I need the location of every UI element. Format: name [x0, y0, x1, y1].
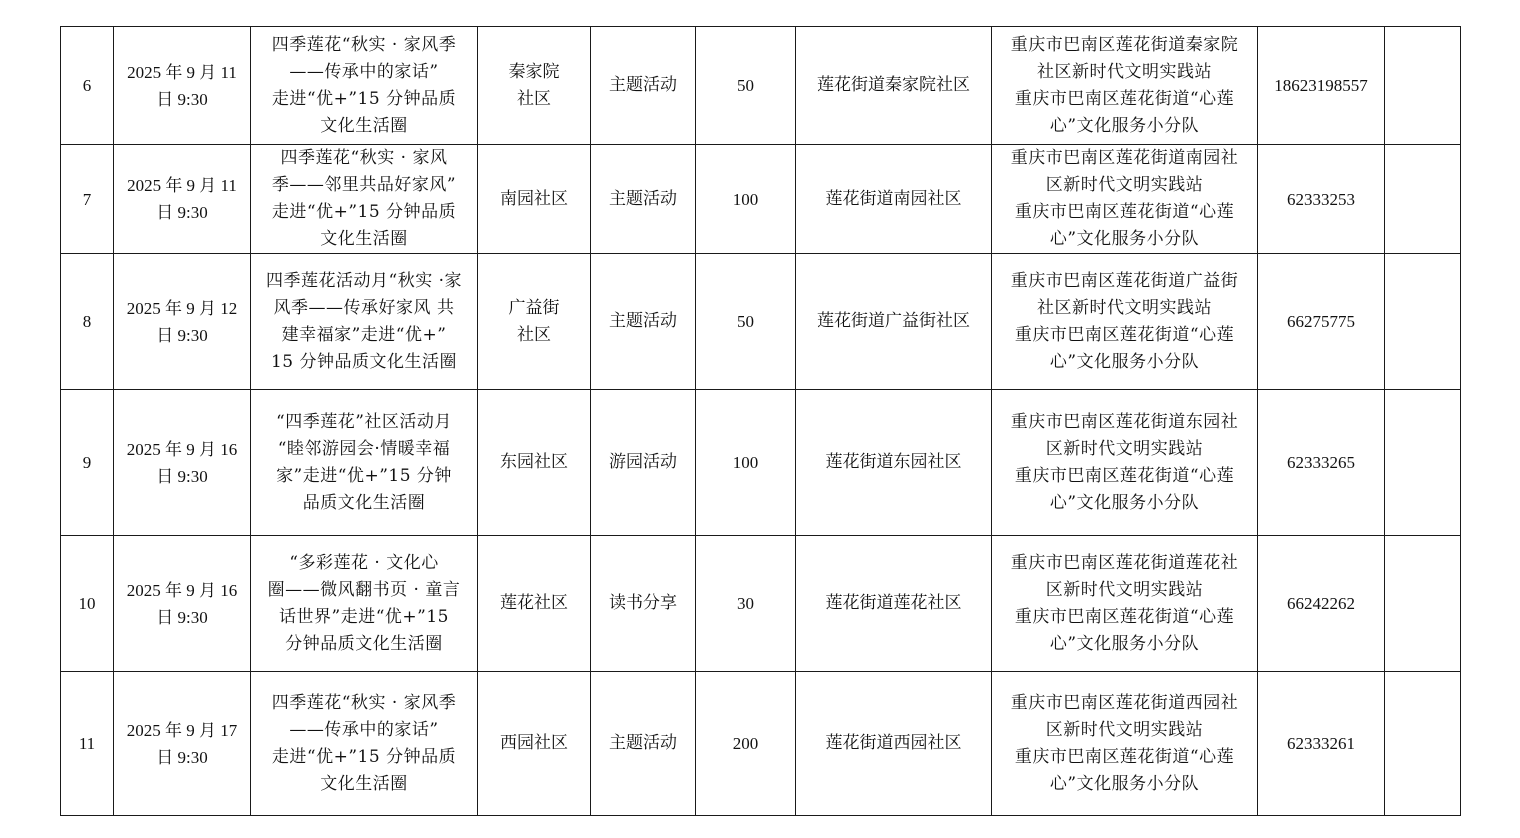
table-row: [61, 672, 1461, 816]
host-community-line: 社区: [517, 88, 551, 109]
activity-location: 莲花街道莲花社区: [796, 536, 992, 672]
note-cell: [1385, 254, 1461, 390]
row-number: 11: [61, 672, 114, 816]
activity-time-line: 日 9:30: [156, 325, 208, 345]
contact-phone: 62333253: [1258, 145, 1385, 254]
activity-time-line: 2025 年 9 月 11: [127, 62, 237, 82]
note-cell: [1385, 672, 1461, 816]
activity-title-line: 分钟品质文化生活圈: [285, 633, 443, 654]
activity-time: [114, 27, 251, 145]
activity-title-line: 15 分钟品质文化生活圈: [270, 351, 458, 372]
table-row: [61, 254, 1461, 390]
note-cell: [1385, 145, 1461, 254]
organizer-line: 区新时代文明实践站: [1045, 175, 1204, 195]
activity-title-line: 文化生活圈: [320, 773, 408, 794]
activity-title-line: ——传承中的家话”: [289, 719, 439, 740]
activity-title-line: “睦邻游园会·情暖幸福: [277, 438, 451, 459]
table-row: [61, 536, 1461, 672]
note-cell: [1385, 27, 1461, 145]
contact-phone: 66242262: [1258, 536, 1385, 672]
activity-time-line: 2025 年 9 月 16: [126, 439, 238, 459]
activity-time-line: 2025 年 9 月 12: [126, 298, 238, 318]
organizer-line: 重庆市巴南区莲花街道广益街: [1010, 270, 1239, 291]
organizer: [992, 27, 1258, 145]
activity-title-line: 走进“优+”15 分钟品质: [271, 88, 457, 109]
activity-time: [114, 390, 251, 536]
host-community: [478, 254, 591, 390]
organizer-line: 心”文化服务小分队: [1049, 351, 1200, 372]
contact-phone: 62333265: [1258, 390, 1385, 536]
activity-type: 主题活动: [591, 254, 696, 390]
activity-title: [251, 672, 478, 816]
activity-title-line: 四季莲花“秋实 · 家风季: [271, 34, 457, 55]
activity-time-line: 2025 年 9 月 16: [126, 580, 238, 600]
activity-title-line: 建幸福家”走进“优+”: [281, 324, 447, 345]
activity-location: 莲花街道西园社区: [796, 672, 992, 816]
organizer-line: 重庆市巴南区莲花街道“心莲: [1014, 88, 1235, 109]
organizer-line: 重庆市巴南区莲花街道“心莲: [1014, 746, 1235, 767]
organizer: [992, 390, 1258, 536]
participant-count: 100: [696, 390, 796, 536]
activity-time: [114, 254, 251, 390]
host-community-line: 广益街: [508, 297, 560, 318]
activity-title-line: 文化生活圈: [320, 115, 408, 136]
row-number: 10: [61, 536, 114, 672]
activity-time-line: 日 9:30: [156, 466, 208, 486]
activity-title-line: 圈——微风翻书页 · 童言: [267, 579, 461, 600]
schedule-rows: [61, 27, 1461, 816]
organizer-line: 重庆市巴南区莲花街道南园社: [1010, 148, 1239, 168]
activity-title-line: 家”走进“优+”15 分钟: [276, 465, 452, 486]
activity-title-line: 走进“优+”15 分钟品质: [271, 202, 457, 222]
activity-title-line: 四季莲花“秋实 · 家风季: [271, 692, 457, 713]
organizer: [992, 672, 1258, 816]
organizer: [992, 254, 1258, 390]
organizer-line: 重庆市巴南区莲花街道西园社: [1010, 692, 1239, 713]
organizer-line: 重庆市巴南区莲花街道东园社: [1010, 411, 1239, 432]
activity-schedule-table: [60, 26, 1461, 816]
organizer-line: 心”文化服务小分队: [1049, 115, 1200, 136]
activity-title-line: 品质文化生活圈: [302, 492, 426, 513]
activity-title: [251, 254, 478, 390]
participant-count: 50: [696, 27, 796, 145]
organizer-line: 重庆市巴南区莲花街道莲花社: [1010, 552, 1239, 573]
host-community: [478, 390, 591, 536]
activity-title-line: ——传承中的家话”: [289, 61, 439, 82]
participant-count: 50: [696, 254, 796, 390]
activity-schedule-sheet: [60, 26, 1460, 816]
activity-title-line: 季——邻里共品好家风”: [271, 175, 457, 195]
note-cell: [1385, 390, 1461, 536]
row-number: 6: [61, 27, 114, 145]
activity-time: [114, 672, 251, 816]
organizer-line: 心”文化服务小分队: [1049, 492, 1200, 513]
host-community-line: 南园社区: [500, 188, 568, 209]
organizer-line: 重庆市巴南区莲花街道秦家院: [1010, 34, 1239, 55]
activity-title: [251, 145, 478, 254]
organizer-line: 重庆市巴南区莲花街道“心莲: [1014, 606, 1235, 627]
contact-phone: 66275775: [1258, 254, 1385, 390]
activity-title: [251, 390, 478, 536]
host-community: [478, 672, 591, 816]
activity-location: 莲花街道南园社区: [796, 145, 992, 254]
activity-title-line: 走进“优+”15 分钟品质: [271, 746, 457, 767]
table-row: [61, 390, 1461, 536]
activity-title: [251, 536, 478, 672]
activity-title-line: 四季莲花“秋实 · 家风: [280, 148, 448, 168]
activity-type: 主题活动: [591, 27, 696, 145]
activity-location: 莲花街道广益街社区: [796, 254, 992, 390]
participant-count: 100: [696, 145, 796, 254]
note-cell: [1385, 536, 1461, 672]
organizer-line: 心”文化服务小分队: [1049, 773, 1200, 794]
activity-location: 莲花街道秦家院社区: [796, 27, 992, 145]
table-row: [61, 145, 1461, 254]
row-number: 9: [61, 390, 114, 536]
activity-type: 读书分享: [591, 536, 696, 672]
activity-type: 主题活动: [591, 672, 696, 816]
organizer-line: 心”文化服务小分队: [1049, 633, 1200, 654]
activity-title-line: 风季——传承好家风 共: [273, 297, 455, 318]
activity-time-line: 2025 年 9 月 17: [126, 720, 238, 740]
organizer: [992, 536, 1258, 672]
host-community-line: 东园社区: [500, 452, 568, 472]
table-row: [61, 27, 1461, 145]
participant-count: 30: [696, 536, 796, 672]
host-community: [478, 536, 591, 672]
host-community-line: 秦家院: [508, 61, 560, 82]
organizer-line: 区新时代文明实践站: [1045, 719, 1204, 740]
row-number: 7: [61, 145, 114, 254]
row-number: 8: [61, 254, 114, 390]
host-community-line: 社区: [517, 324, 551, 345]
host-community-line: 莲花社区: [500, 593, 568, 613]
contact-phone: 18623198557: [1258, 27, 1385, 145]
activity-time-line: 日 9:30: [156, 747, 208, 767]
organizer-line: 心”文化服务小分队: [1049, 229, 1200, 249]
activity-time-line: 日 9:30: [156, 89, 208, 109]
activity-title-line: 文化生活圈: [320, 229, 408, 249]
organizer-line: 重庆市巴南区莲花街道“心莲: [1014, 324, 1235, 345]
activity-time: [114, 145, 251, 254]
organizer-line: 区新时代文明实践站: [1045, 579, 1204, 600]
organizer-line: 区新时代文明实践站: [1045, 438, 1204, 459]
activity-title-line: 话世界”走进“优+”15: [279, 606, 449, 627]
activity-time-line: 日 9:30: [156, 607, 208, 627]
activity-type: 主题活动: [591, 145, 696, 254]
organizer-line: 社区新时代文明实践站: [1037, 297, 1212, 318]
activity-title-line: “多彩莲花 · 文化心: [289, 552, 439, 573]
participant-count: 200: [696, 672, 796, 816]
activity-location: 莲花街道东园社区: [796, 390, 992, 536]
activity-type: 游园活动: [591, 390, 696, 536]
contact-phone: 62333261: [1258, 672, 1385, 816]
host-community: [478, 145, 591, 254]
activity-title-line: 四季莲花活动月“秋实 ·家: [266, 270, 462, 291]
host-community: [478, 27, 591, 145]
activity-time: [114, 536, 251, 672]
organizer-line: 社区新时代文明实践站: [1037, 61, 1212, 82]
activity-title-line: “四季莲花”社区活动月: [276, 411, 452, 432]
host-community-line: 西园社区: [500, 733, 568, 753]
activity-time-line: 日 9:30: [156, 203, 208, 222]
organizer-line: 重庆市巴南区莲花街道“心莲: [1014, 465, 1235, 486]
activity-time-line: 2025 年 9 月 11: [127, 176, 237, 195]
organizer: [992, 145, 1258, 254]
organizer-line: 重庆市巴南区莲花街道“心莲: [1014, 202, 1235, 222]
activity-title: [251, 27, 478, 145]
